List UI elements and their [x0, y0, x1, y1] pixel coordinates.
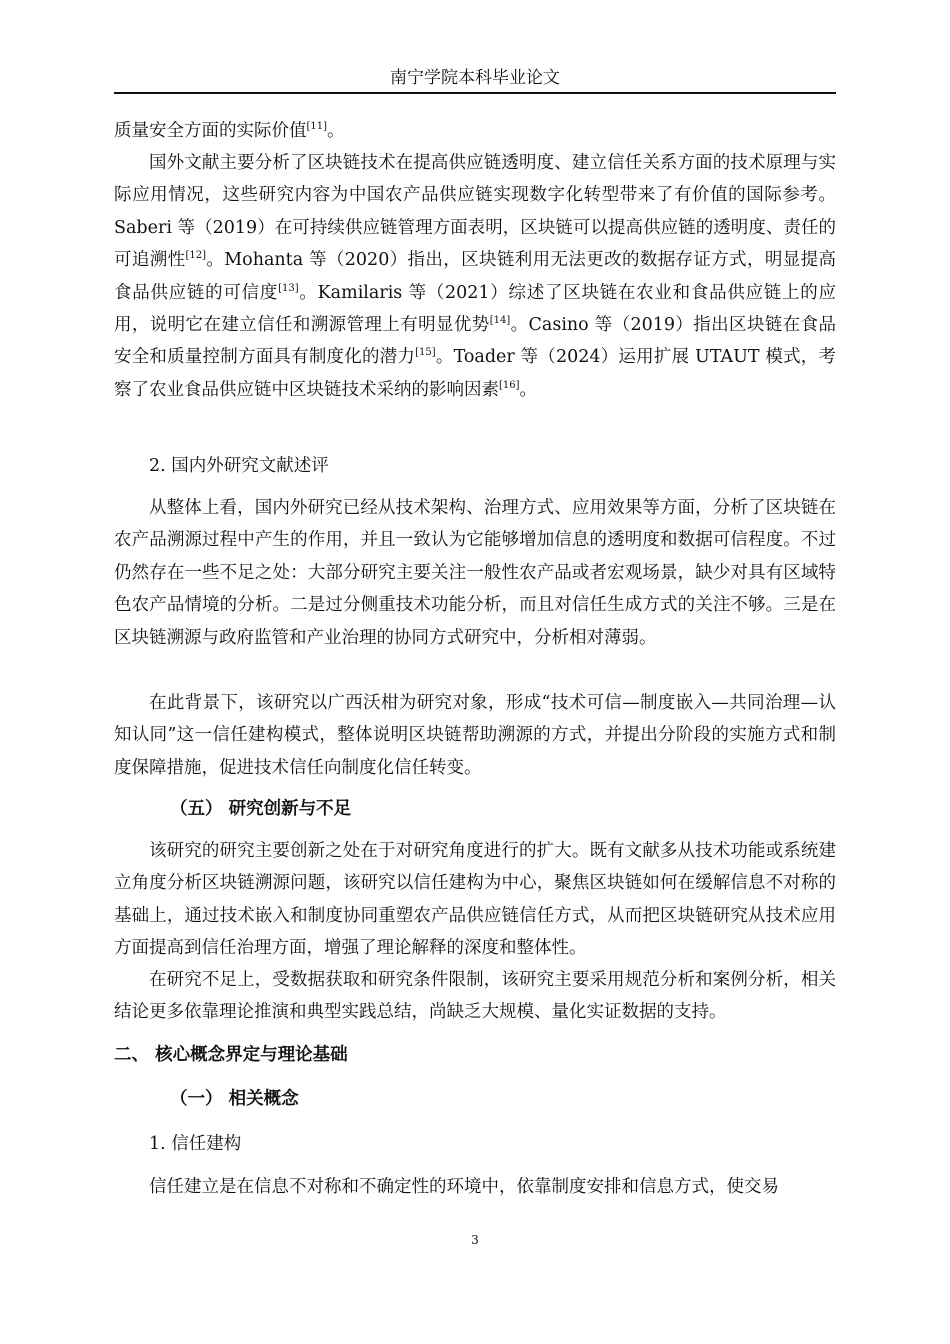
paragraph-text: 国外文献主要分析了区块链技术在提高供应链透明度、建立信任关系方面的技术原理与实际应用情况，这些研究内容为中国农产品供应链实现数字化转型带来了有价值的国际参考。Saberi 等（2019）在可持续供应链管理方面表明，区块链可以提高供应链的透明度、责任的可追溯性 — [114, 153, 836, 271]
paragraph-continuation — [114, 115, 836, 147]
citation-ref: [16] — [499, 379, 520, 391]
paragraph-text: 。Casino 等（2019）指出区块链在食品安全和质量控制方面具有制度化的潜力 — [114, 315, 837, 368]
paragraph-trust: 信任建立是在信息不对称和不确定性的环境中，依靠制度安排和信息方式，使交易 — [149, 1177, 779, 1197]
paragraph-text: 。Mohanta 等（2020）指出，区块链利用无法更改的数据存证方式，明显提高食品供应链的可信度 — [114, 250, 836, 303]
citation-ref: [12] — [185, 250, 206, 262]
paragraph-text: 。 — [519, 379, 538, 400]
paragraph-text: 。 — [327, 121, 345, 141]
paragraph-innovation: 该研究的研究主要创新之处在于对研究角度进行的扩大。既有文献多从技术功能或系统建立角度分析区块链溯源问题，该研究以信任建构为中心，聚焦区块链如何在缓解信息不对称的基础上，通过技术嵌入和制度协同重塑农产品供应链信任方式，从而把区块链研究从技术应用方面提高到信任治理方面，增强了理论解释的深度和整体性。 — [114, 841, 836, 959]
citation-ref: [14] — [489, 315, 511, 327]
citation-ref: [15] — [415, 347, 436, 359]
page-number: 3 — [471, 1233, 479, 1247]
paragraph-text: 。Toader 等（2024）运用扩展 UTAUT 模式，考察了农业食品供应链中区块链技术采纳的影响因素 — [114, 347, 836, 400]
paragraph-limitations: 在研究不足上，受数据获取和研究条件限制，该研究主要采用规范分析和案例分析，相关结论更多依靠理论推演和典型实践总结，尚缺乏大规模、量化实证数据的支持。 — [114, 970, 836, 1023]
section-heading: 二、 核心概念界定与理论基础 — [114, 1045, 348, 1065]
paragraph-text: 质量安全方面的实际价值 — [114, 121, 307, 141]
paragraph-review: 从整体上看，国内外研究已经从技术架构、治理方式、应用效果等方面，分析了区块链在农产品溯源过程中产生的作用，并且一致认为它能够增加信息的透明度和数据可信程度。不过仍然存在一些不足之处：大部分研究主要关注一般性农产品或者宏观场景，缺少对具有区域特色农产品情境的分析。二是过分侧重技术功能分析，而且对信任生成方式的关注不够。三是在区块链溯源与政府监管和产业治理的协同方式研究中，分析相对薄弱。 — [114, 498, 836, 648]
paragraph-background: 在此背景下，该研究以广西沃柑为研究对象，形成“技术可信—制度嵌入—共同治理—认知认同”这一信任建构模式，整体说明区块链帮助溯源的方式，并提出分阶段的实施方式和制度保障措施，促进技术信任向制度化信任转变。 — [114, 693, 836, 778]
subheading-trust: 1. 信任建构 — [149, 1134, 242, 1154]
heading-innovation: （五） 研究创新与不足 — [170, 799, 352, 819]
heading-concepts: （一） 相关概念 — [170, 1089, 299, 1109]
citation-ref: [11] — [306, 121, 328, 132]
running-header: 南宁学院本科毕业论文 — [390, 68, 560, 88]
citation-ref: [13] — [278, 282, 299, 294]
subheading-review: 2. 国内外研究文献述评 — [149, 456, 329, 476]
header-rule — [114, 92, 836, 94]
paragraph-foreign-literature — [114, 147, 836, 406]
paragraph-text: 。Kamilaris 等（2021）综述了区块链在农业和食品供应链上的应用，说明它在建立信任和溯源管理上有明显优势 — [114, 282, 837, 336]
